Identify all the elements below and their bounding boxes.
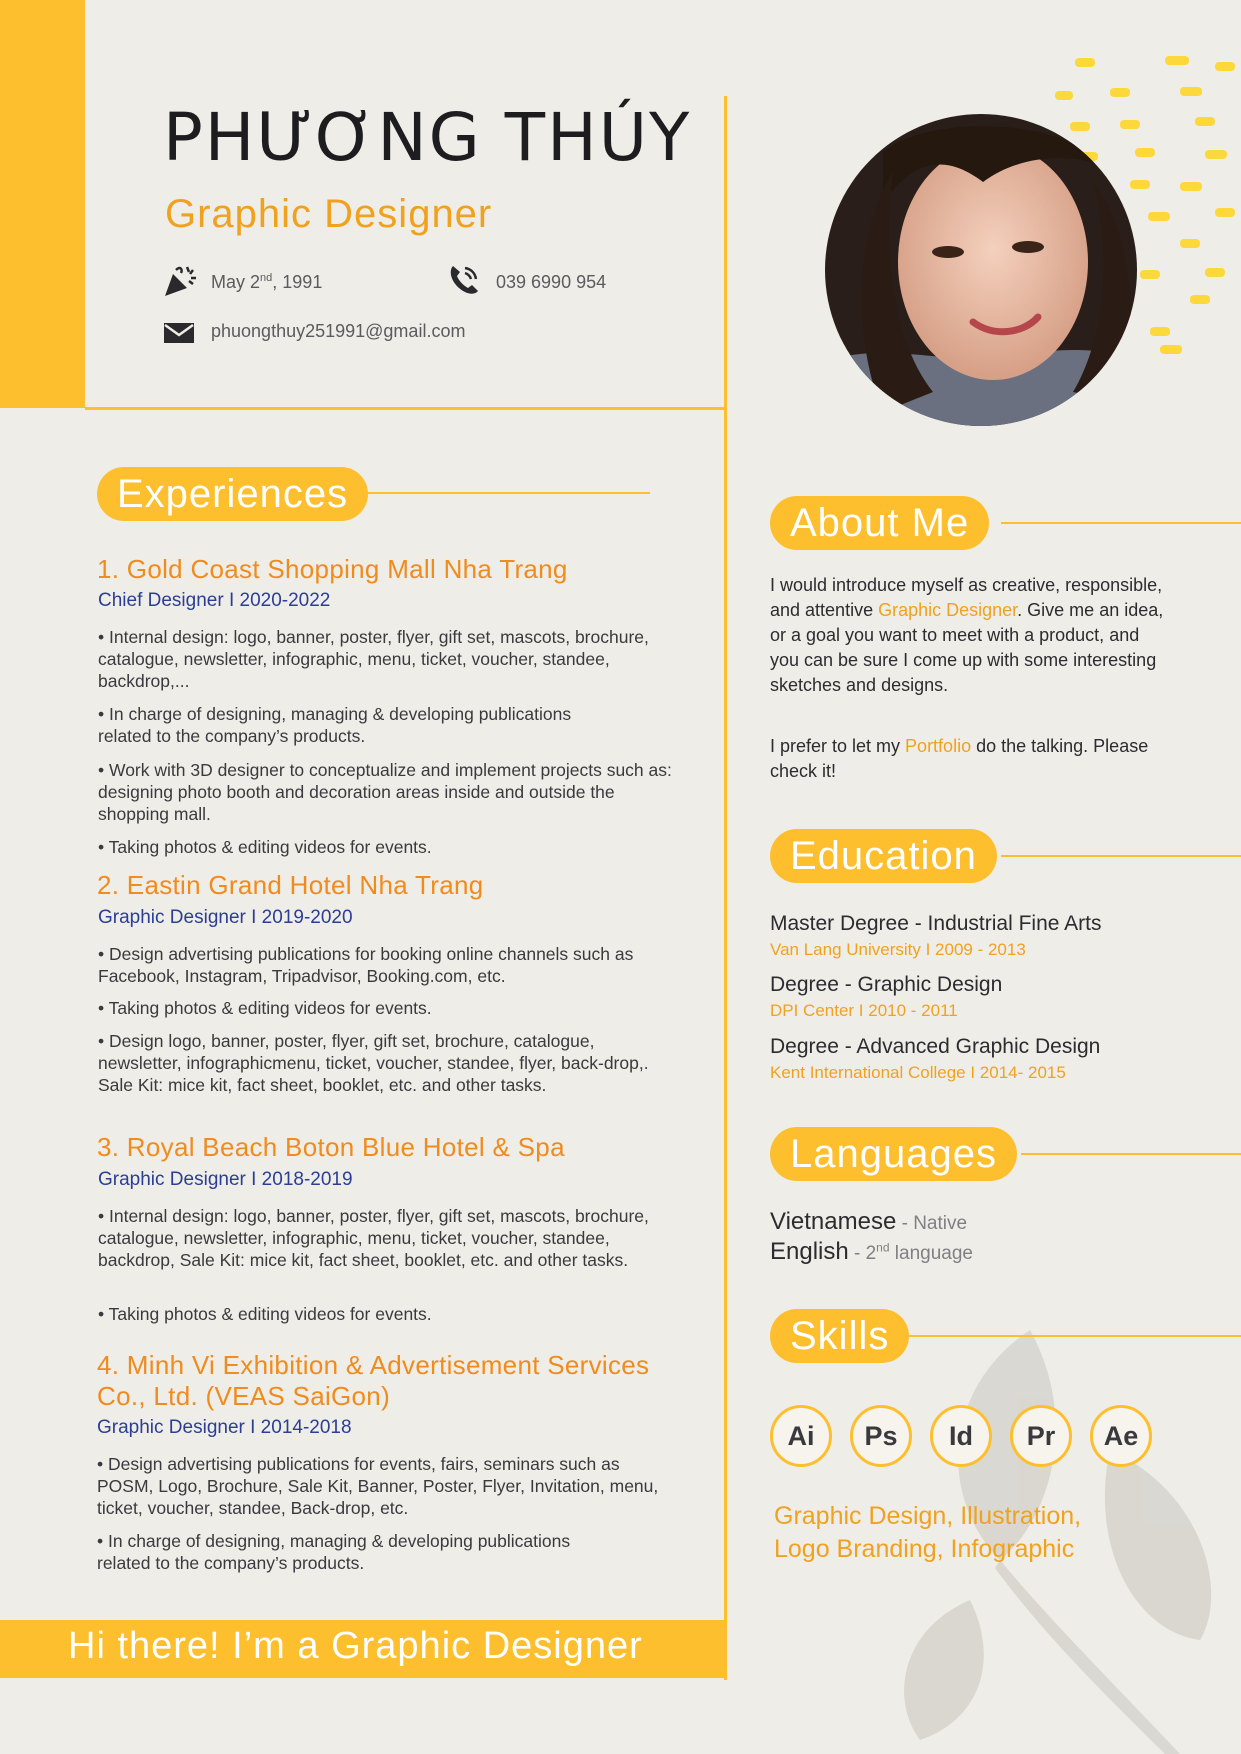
portfolio-link[interactable]: Portfolio xyxy=(905,736,972,756)
phone-icon xyxy=(447,264,481,296)
phone-number[interactable]: 039 6990 954 xyxy=(496,272,607,292)
job-role: Chief Designer I 2020-2022 xyxy=(98,590,331,611)
job-bullet: • In charge of designing, managing & developing publications related to the company’s products. xyxy=(98,704,572,746)
birth-date: May 2nd, 1991 xyxy=(211,272,323,292)
mail-icon xyxy=(163,322,195,344)
education-school: DPI Center I 2010 - 2011 xyxy=(770,1001,958,1020)
education-degree: Master Degree - Industrial Fine Arts xyxy=(770,912,1102,935)
job-role: Graphic Designer I 2018-2019 xyxy=(98,1169,353,1190)
skills-summary: Graphic Design, Illustration, Logo Branding, Infographic xyxy=(774,1502,1082,1563)
education-degree: Degree - Advanced Graphic Design xyxy=(770,1035,1101,1058)
job-bullet: • Work with 3D designer to conceptualize and implement projects such as: designing photo booth and decoration areas inside and outside the shopping mall. xyxy=(98,760,672,824)
job-bullet: • Taking photos & editing videos for events. xyxy=(98,1304,432,1324)
experiences-heading: Experiences xyxy=(97,467,368,521)
footer-banner xyxy=(0,1620,726,1678)
skills-rule xyxy=(892,1335,1241,1337)
about-paragraph: I would introduce myself as creative, responsible, and attentive Graphic Designer. Give me an idea, or a goal you want to meet with a product, and you can be sure I come up with some interesting sketches and designs. xyxy=(770,575,1164,695)
column-divider xyxy=(724,96,727,1680)
after-effects-skill-icon: Ae xyxy=(1090,1405,1152,1467)
profile-photo xyxy=(823,112,1139,428)
job-title: 2. Eastin Grand Hotel Nha Trang xyxy=(97,870,484,900)
candidate-name: PHƯƠNG THÚY xyxy=(163,99,692,176)
languages-rule xyxy=(1021,1153,1241,1155)
education-heading: Education xyxy=(770,829,997,883)
education-school: Van Lang University I 2009 - 2013 xyxy=(770,940,1026,959)
indesign-skill-icon: Id xyxy=(930,1405,992,1467)
education-rule xyxy=(1001,855,1241,857)
job-bullet: • Taking photos & editing videos for events. xyxy=(98,837,432,857)
portfolio-paragraph: I prefer to let my Portfolio do the talking. Please check it! xyxy=(770,736,1149,781)
job-title: 4. Minh Vi Exhibition & Advertisement Services Co., Ltd. (VEAS SaiGon) xyxy=(97,1350,650,1411)
job-bullet: • Design advertising publications for booking online channels such as Facebook, Instagram, Tripadvisor, Booking.com, etc. xyxy=(98,944,634,986)
about-rule xyxy=(1001,522,1241,524)
job-bullet: • Design logo, banner, poster, flyer, gift set, brochure, catalogue, newsletter, infographicmenu, ticket, voucher, standee, flyer, back-drop,. Sale Kit: mice kit, fact sheet, booklet, etc. and other tasks. xyxy=(98,1031,649,1095)
about-heading: About Me xyxy=(770,496,989,550)
job-bullet: • In charge of designing, managing & developing publications related to the company’s products. xyxy=(97,1531,571,1573)
email-address[interactable]: phuongthuy251991@gmail.com xyxy=(211,321,466,341)
candidate-role: Graphic Designer xyxy=(165,192,493,236)
job-bullet: • Taking photos & editing videos for events. xyxy=(98,998,432,1018)
left-accent-bar xyxy=(0,0,85,408)
languages-heading: Languages xyxy=(770,1127,1017,1181)
education-degree: Degree - Graphic Design xyxy=(770,973,1003,996)
experiences-rule xyxy=(352,492,650,494)
skills-heading: Skills xyxy=(770,1309,909,1363)
photoshop-skill-icon: Ps xyxy=(850,1405,912,1467)
job-bullet: • Design advertising publications for events, fairs, seminars such as POSM, Logo, Brochure, Sale Kit, Banner, Poster, Flyer, Invitation, menu, ticket, voucher, standee, Back-drop, etc. xyxy=(97,1454,659,1518)
language-item: Vietnamese - Native xyxy=(770,1208,968,1235)
premiere-skill-icon: Pr xyxy=(1010,1405,1072,1467)
job-bullet: • Internal design: logo, banner, poster, flyer, gift set, mascots, brochure, catalogue, newsletter, infographic, menu, ticket, voucher, standee, backdrop, Sale Kit: mice kit, fact sheet, booklet, etc. and other tasks. xyxy=(98,1206,649,1270)
education-school: Kent International College I 2014- 2015 xyxy=(770,1063,1066,1082)
job-role: Graphic Designer I 2014-2018 xyxy=(97,1417,352,1438)
job-title: 1. Gold Coast Shopping Mall Nha Trang xyxy=(97,554,568,584)
language-item: English - 2nd language xyxy=(770,1238,973,1265)
party-popper-icon xyxy=(163,264,199,298)
illustrator-skill-icon: Ai xyxy=(770,1405,832,1467)
header-divider xyxy=(85,407,726,410)
job-title: 3. Royal Beach Boton Blue Hotel & Spa xyxy=(97,1132,565,1162)
footer-tagline: Hi there! I’m a Graphic Designer xyxy=(68,1625,643,1667)
job-bullet: • Internal design: logo, banner, poster, flyer, gift set, mascots, brochure, catalogue, newsletter, infographic, menu, ticket, voucher, standee, backdrop,... xyxy=(98,627,649,691)
job-role: Graphic Designer I 2019-2020 xyxy=(98,907,353,928)
